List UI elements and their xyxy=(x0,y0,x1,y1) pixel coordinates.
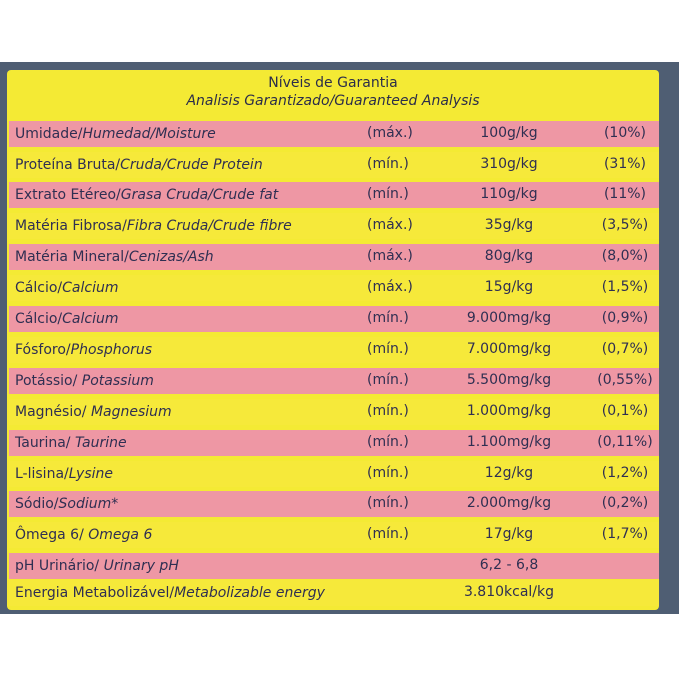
nutrient-name: Umidade/Humedad/Moisture xyxy=(15,126,216,142)
nutrient-percent: (0,2%) xyxy=(601,495,649,511)
nutrient-name: Matéria Mineral/Cenizas/Ash xyxy=(15,249,214,265)
nutrient-name: Potássio/ Potassium xyxy=(15,373,154,389)
qualifier: (mín.) xyxy=(367,434,409,450)
qualifier: (mín.) xyxy=(367,372,409,388)
nutrient-value: 5.500mg/kg xyxy=(466,372,552,388)
nutrient-value: 310g/kg xyxy=(480,156,538,172)
nutrient-name: Fósforo/Phosphorus xyxy=(15,342,153,358)
table-row xyxy=(9,213,659,239)
nutrient-percent: (1,7%) xyxy=(601,526,649,542)
nutrient-value: 2.000mg/kg xyxy=(466,495,552,511)
nutrient-name: Proteína Bruta/Cruda/Crude Protein xyxy=(15,157,263,173)
table-row xyxy=(9,491,659,517)
nutrient-percent: (3,5%) xyxy=(601,217,649,233)
nutrient-value: 9.000mg/kg xyxy=(466,310,552,326)
table-row xyxy=(9,553,659,579)
table-row xyxy=(9,430,659,456)
table-row xyxy=(9,337,659,363)
nutrient-percent: (0,11%) xyxy=(597,434,653,450)
nutrient-value: 35g/kg xyxy=(484,217,534,233)
table-row xyxy=(9,522,659,548)
nutrient-value: 1.000mg/kg xyxy=(466,403,552,419)
qualifier: (mín.) xyxy=(367,495,409,511)
qualifier: (mín.) xyxy=(367,465,409,481)
table-row xyxy=(9,580,659,606)
table-row xyxy=(9,306,659,332)
table-row xyxy=(9,399,659,425)
table-row xyxy=(9,152,659,178)
table-row xyxy=(9,275,659,301)
nutrient-name: Cálcio/Calcium xyxy=(15,311,119,327)
nutrient-percent: (0,9%) xyxy=(601,310,649,326)
nutrient-name: Taurina/ Taurine xyxy=(15,435,127,451)
nutrient-name: Energia Metabolizável/Metabolizable energy xyxy=(15,585,325,601)
nutrient-percent: (1,2%) xyxy=(601,465,649,481)
qualifier: (máx.) xyxy=(367,217,413,233)
table-row xyxy=(9,244,659,270)
nutrient-value: 15g/kg xyxy=(484,279,534,295)
qualifier: (mín.) xyxy=(367,341,409,357)
nutrient-name: Matéria Fibrosa/Fibra Cruda/Crude fibre xyxy=(15,218,292,234)
table-row xyxy=(9,182,659,208)
qualifier: (mín.) xyxy=(367,156,409,172)
nutrient-value: 6,2 - 6,8 xyxy=(479,557,539,573)
qualifier: (máx.) xyxy=(367,125,413,141)
table-row xyxy=(9,121,659,147)
nutrient-percent: (10%) xyxy=(603,125,647,141)
qualifier: (mín.) xyxy=(367,526,409,542)
nutrient-value: 100g/kg xyxy=(480,125,538,141)
qualifier: (máx.) xyxy=(367,248,413,264)
nutrient-name: Ômega 6/ Omega 6 xyxy=(15,527,153,543)
nutrient-value: 12g/kg xyxy=(484,465,534,481)
qualifier: (mín.) xyxy=(367,186,409,202)
qualifier: (mín.) xyxy=(367,403,409,419)
nutrient-name: Cálcio/Calcium xyxy=(15,280,119,296)
nutrient-percent: (0,7%) xyxy=(601,341,649,357)
qualifier: (máx.) xyxy=(367,279,413,295)
nutrient-value: 17g/kg xyxy=(484,526,534,542)
nutrient-name: L-lisina/Lysine xyxy=(15,466,114,482)
header-subtitle: Analisis Garantizado/Guaranteed Analysis xyxy=(186,93,480,109)
nutrient-value: 7.000mg/kg xyxy=(466,341,552,357)
nutrient-name: Extrato Etéreo/Grasa Cruda/Crude fat xyxy=(15,187,279,203)
header-title: Níveis de Garantia xyxy=(268,75,398,91)
nutrient-name: Magnésio/ Magnesium xyxy=(15,404,172,420)
qualifier: (mín.) xyxy=(367,310,409,326)
table-row xyxy=(9,461,659,487)
nutrient-percent: (11%) xyxy=(603,186,647,202)
nutrient-name: pH Urinário/ Urinary pH xyxy=(15,558,179,574)
nutrient-name: Sódio/Sodium* xyxy=(15,496,119,512)
nutrient-percent: (0,55%) xyxy=(597,372,653,388)
nutrient-percent: (31%) xyxy=(603,156,647,172)
nutrient-value: 3.810kcal/kg xyxy=(463,584,555,600)
nutrient-percent: (1,5%) xyxy=(601,279,649,295)
table-header xyxy=(7,74,659,116)
nutrient-value: 110g/kg xyxy=(480,186,538,202)
table-row xyxy=(9,368,659,394)
nutrient-value: 1.100mg/kg xyxy=(466,434,552,450)
nutrient-percent: (0,1%) xyxy=(601,403,649,419)
nutrient-value: 80g/kg xyxy=(484,248,534,264)
nutrient-percent: (8,0%) xyxy=(601,248,649,264)
